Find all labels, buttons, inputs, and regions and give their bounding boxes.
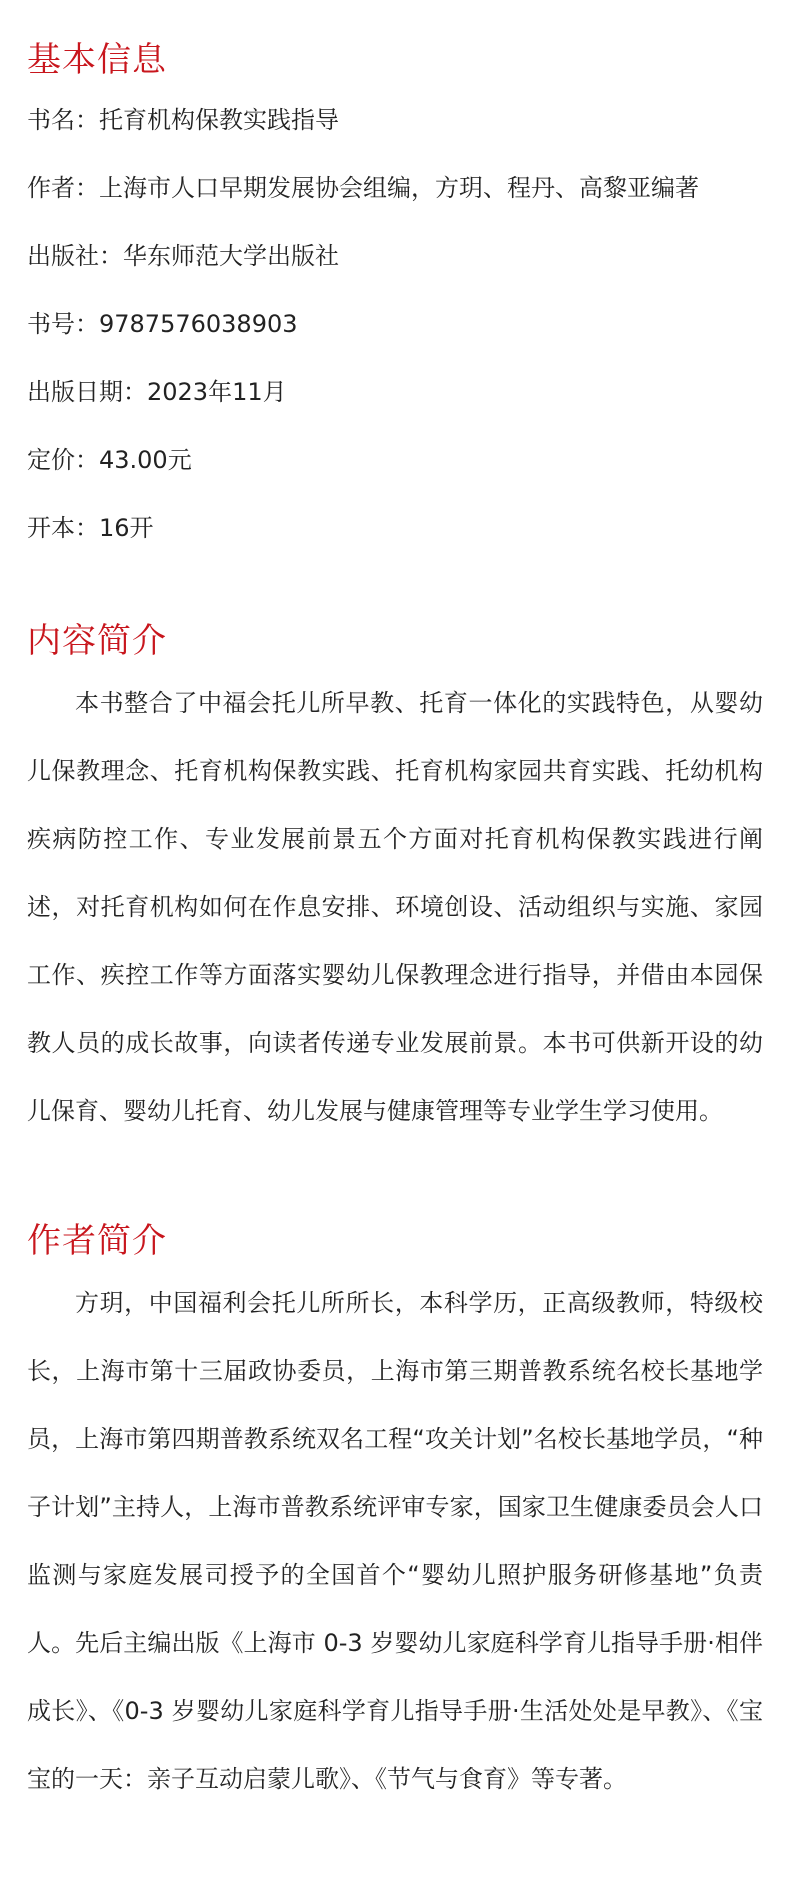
book-title-row: 书名：托育机构保教实践指导 bbox=[27, 106, 339, 134]
basic-info-heading: 基本信息 bbox=[27, 40, 167, 80]
book-publisher-row: 出版社：华东师范大学出版社 bbox=[27, 242, 339, 270]
basic-info-list bbox=[27, 103, 763, 545]
author-intro-heading: 作者简介 bbox=[27, 1221, 167, 1261]
book-format-row: 开本：16开 bbox=[27, 514, 154, 542]
content-intro-text: 本书整合了中福会托儿所早教、托育一体化的实践特色，从婴幼儿保教理念、托育机构保教实践、托育机构家园共育实践、托幼机构疾病防控工作、专业发展前景五个方面对托育机构保教实践进行阐述，对托育机构如何在作息安排、环境创设、活动组织与实施、家园工作、疾控工作等方面落实婴幼儿保教理念进行指导，并借由本园保教人员的成长故事，向读者传递专业发展前景。本书可供新开设的幼儿保育、婴幼儿托育、幼儿发展与健康管理等专业学生学习使用。 bbox=[27, 689, 763, 1125]
book-isbn-row: 书号：9787576038903 bbox=[27, 310, 298, 338]
author-intro-text: 方玥，中国福利会托儿所所长，本科学历，正高级教师，特级校长，上海市第十三届政协委员，上海市第三期普教系统名校长基地学员，上海市第四期普教系统双名工程“攻关计划”名校长基地学员，“种子计划”主持人，上海市普教系统评审专家，国家卫生健康委员会人口监测与家庭发展司授予的全国首个“婴幼儿照护服务研修基地”负责人。先后主编出版《上海市 0-3 岁婴幼儿家庭科学育儿指导手册·相伴成长》、《0-3 岁婴幼儿家庭科学育儿指导手册·生活处处是早教》、《宝宝的一天：亲子互动启蒙儿歌》、《节气与食育》等专著。 bbox=[27, 1289, 763, 1793]
content-intro-heading: 内容简介 bbox=[27, 621, 167, 661]
content-intro-section bbox=[27, 621, 763, 1145]
basic-info-section bbox=[27, 0, 763, 545]
book-author-row: 作者：上海市人口早期发展协会组编，方玥、程丹、高黎亚编著 bbox=[27, 174, 699, 202]
author-intro-section bbox=[27, 1221, 763, 1813]
book-date-row: 出版日期：2023年11月 bbox=[27, 378, 287, 406]
book-price-row: 定价：43.00元 bbox=[27, 446, 192, 474]
